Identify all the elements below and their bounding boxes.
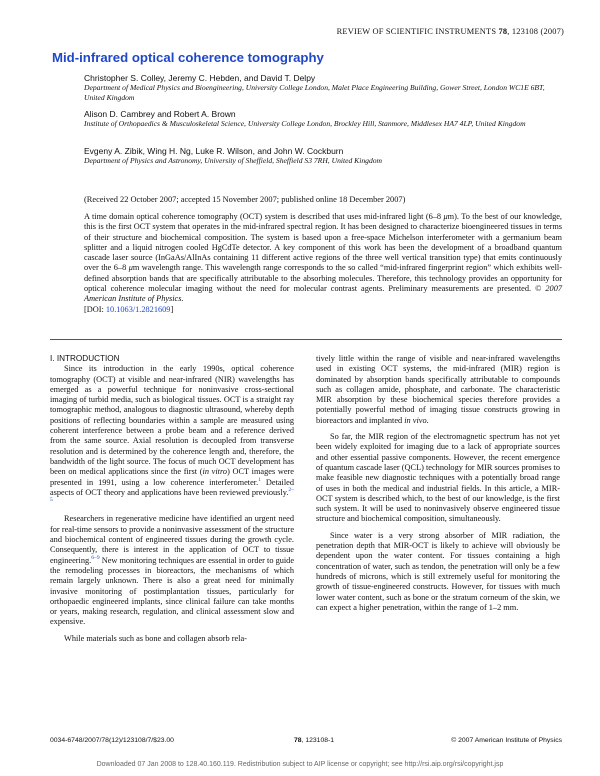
doi-link[interactable]: 10.1063/1.2821609 (105, 304, 171, 314)
text: Researchers in regenerative medicine have identified an urgent need for real-time sensors to provide a noninvasive assessment of the structure and biochemical content of engineered tissues during the growth cycle. Consequently, there is interest in the application of OCT to tissue engineering. (50, 514, 294, 565)
author-group-3 (84, 146, 564, 166)
doi-prefix: [DOI: (84, 304, 106, 314)
footer-code: 0034-6748/2007/78(12)/123108/7/$23.00 (50, 737, 174, 744)
footer-page-number: , 123108-1 (301, 737, 335, 744)
reference-link[interactable]: 2–5 (50, 487, 294, 504)
left-column (50, 354, 294, 644)
journal-name: REVIEW OF SCIENTIFIC INSTRUMENTS (336, 27, 497, 36)
section-heading: I. INTRODUCTION (50, 354, 120, 363)
italic-text: in vitro (202, 467, 228, 477)
affiliation-3: Department of Physics and Astronomy, University of Sheffield, Sheffield S3 7RH, United Kingdom (84, 156, 383, 166)
author-names-3: Evgeny A. Zibik, Wing H. Ng, Luke R. Wilson, and John W. Cockburn (84, 146, 344, 156)
section-divider (50, 339, 562, 340)
footer-copyright: © 2007 American Institute of Physics (451, 737, 562, 744)
unit-symbol: μ (128, 263, 133, 273)
paragraph: While materials such as bone and collagen absorb rela- (64, 633, 247, 643)
paragraph (50, 514, 294, 627)
abstract-text: m wavelength range. This wavelength range corresponds to the so called “mid-infrared fingerprint region” which exhibits well-defined absorption bands that are specifically attributable to the absorbing molecules. Therefore, this technology provides an opportunity for optical coherence molecular imaging without the need for molecular contrast agents. Preliminary measurements are presented. © (84, 263, 562, 294)
paragraph (316, 354, 560, 426)
reference-link[interactable]: 1 (258, 476, 261, 483)
copyright-notice: 2007 American Institute of Physics. (84, 284, 562, 304)
affiliation-1: Department of Medical Physics and Bioengineering, University College London, Malet Place Engineering Building, Gower Street, London WC1E 6BT, United Kingdom (84, 83, 545, 102)
paragraph (50, 364, 294, 508)
author-group-1 (84, 73, 564, 102)
affiliation-2: Institute of Orthopaedics & Musculoskeletal Science, University College London, Brockley Hill, Stanmore, Middlesex HA7 4LP, United Kingdom (84, 119, 526, 129)
author-group-2 (84, 109, 564, 129)
doi-line (84, 305, 562, 315)
footer-volume: 78 (294, 737, 302, 744)
journal-issue: , 123108 (2007) (507, 27, 564, 36)
abstract-text: m). To the best of our knowledge, this is the first OCT system that operates in the mid-infrared spectral region. It has been designed to characterize bioengineered tissues in terms of their structure and biochemical composition. The system is based upon a free-space Michelson interferometer with a germanium beam splitter and a liquid nitrogen cooled HgCdTe detector. A key component of this work has been the development of a broadband quantum cascade laser source (InGaAs/AlInAs containing 11 different active regions of the three well vertical transition type) that emits continuously over the 6–8 (84, 212, 562, 273)
text: New monitoring techniques are essential in order to guide the remodeling processes in bioreactors, the mechanisms of which remain largely unknown. There is also a great need for minimally invasive monitoring of postimplantation tissues, particularly for orthopaedic engineered implants, since clinical failure can take months or years, making research, regulation, and clinical assessment slow and expensive. (50, 555, 294, 627)
unit-symbol: μ (443, 212, 448, 221)
author-names-2: Alison D. Cambrey and Robert A. Brown (84, 109, 236, 119)
text: ) OCT images were presented in 1991, using a low coherence interferometer. (50, 467, 294, 487)
author-names-1: Christopher S. Colley, Jeremy C. Hebden, and David T. Delpy (84, 73, 316, 83)
text: . (426, 415, 429, 425)
journal-volume: 78 (498, 27, 508, 36)
paragraph: So far, the MIR region of the electromagnetic spectrum has not yet been widely exploited for imaging due to a lack of appropriate sources and other essential passive components. However, the recent emergence of quantum cascade laser (QCL) technology for MIR sources promises to make feasible new diagnostic techniques with a potentially broad range of uses in both the medical and industrial fields. In this article, a MIR-OCT system is described which, to the best of our knowledge, is the first such system. It will be used to noninvasively observe engineered tissue structure and biochemical composition, simultaneously. (316, 432, 560, 524)
paragraph: Since water is a very strong absorber of MIR radiation, the penetration depth that MIR-OCT is likely to achieve will obviously be dependent upon the water content. For tissues containing a high concentration of water, such as tendon, the penetration will only be a few hundreds of microns, which is still extremely useful for monitoring the growth of tissue-engineered constructs. However, for tissues with much lower water content, such as bone or the stratum corneum of the skin, we can expect a higher penetration, within the range of 1–2 mm. (316, 530, 560, 612)
italic-text: in vivo (404, 415, 427, 425)
download-notice: Downloaded 07 Jan 2008 to 128.40.160.119. Redistribution subject to AIP license or copyright; see http://rsi.aip.org/rsi/copyright.jsp (96, 761, 504, 768)
article-title: Mid-infrared optical coherence tomography (52, 50, 324, 65)
reference-link[interactable]: 6–9 (91, 554, 100, 561)
doi-suffix: ] (170, 304, 174, 314)
right-column (316, 354, 560, 613)
abstract (84, 212, 562, 315)
text: Detailed aspects of OCT theory and applications have been reviewed previously. (50, 477, 294, 497)
abstract-text: A time domain optical coherence tomography (OCT) system is described that uses mid-infrared light (6–8 (84, 212, 444, 221)
received-dates: (Received 22 October 2007; accepted 15 November 2007; published online 18 December 2007) (84, 195, 406, 204)
text: Since its introduction in the early 1990s, optical coherence tomography (OCT) at visible and near-infrared (NIR) wavelengths has emerged as a powerful technique for noninvasive cross-sectional imaging of turbid media, such as biological tissues. OCT is a straight ray tomographic method, analogous to diagnostic ultrasound, whereby depth positions of reflecting boundaries within a sample are measured using coherent interference between a probe beam and a reference derived from the same source. Axial resolution is decoupled from transverse resolution and is determined by the coherence length and, therefore, the bandwidth of the light source. The focus of much OCT development has been on medical applications since the first ( (50, 364, 294, 477)
footer-page (294, 737, 334, 744)
text: tively little within the range of visible and near-infrared wavelengths used in existing OCT systems, the mid-infrared (MIR) region is dominated by absorption bands specifically attributable to compounds such as collagen amide, phosphate, and carbonate. The characteristic MIR absorption by these biochemical species therefore provides a potentially powerful method of imaging tissue constructs growing in bioreactors and implanted (316, 354, 560, 425)
running-header (337, 27, 564, 36)
